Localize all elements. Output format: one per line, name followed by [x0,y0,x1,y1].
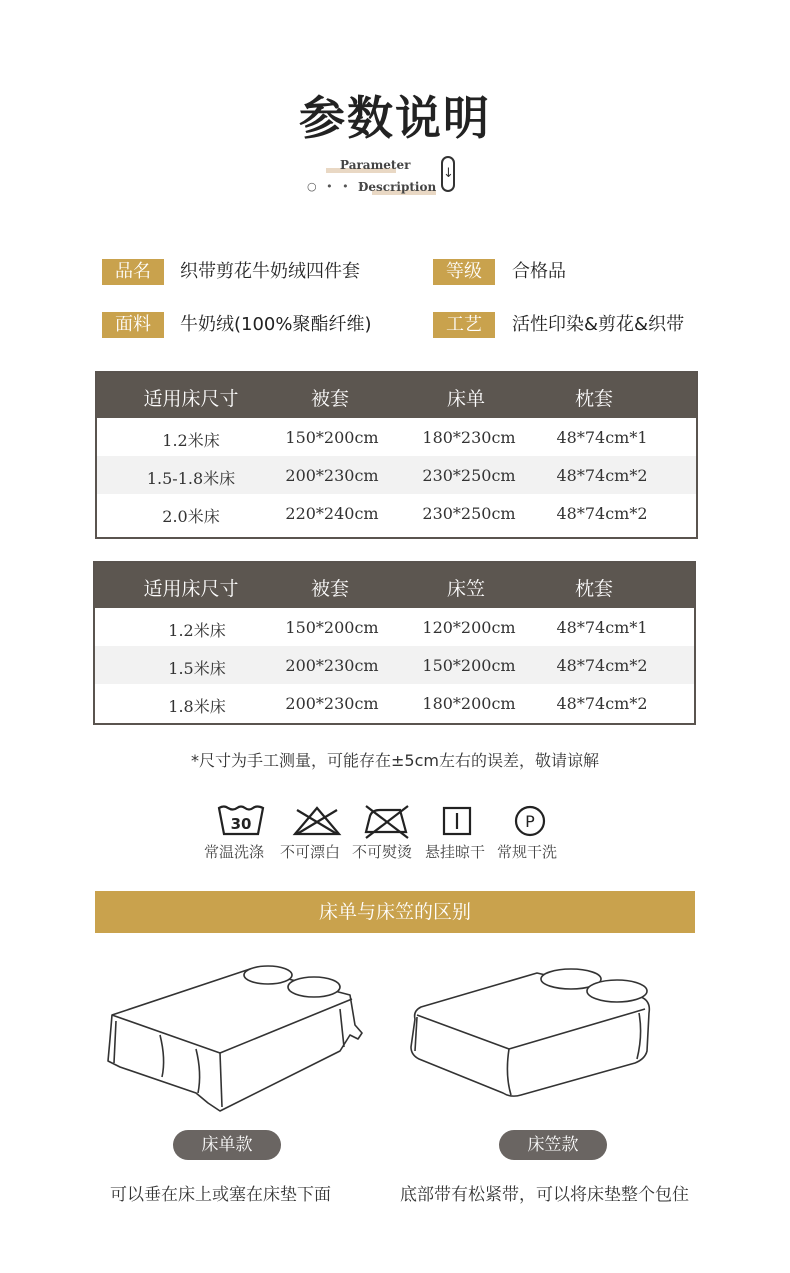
spec-tag-craft: 工艺 [433,312,495,338]
table-row [95,608,694,646]
cell: 230*250cm [422,504,516,523]
page-title: 参数说明 [299,91,491,145]
spec-tag-grade: 等级 [433,259,495,285]
table-row [97,456,696,494]
th-duvet: 被套 [310,578,350,600]
cell: 48*74cm*2 [556,656,648,675]
cell: 48*74cm*1 [556,428,648,447]
cell: 48*74cm*2 [556,694,648,713]
size-table-fitted [93,561,696,725]
cell: 150*200cm [422,656,516,675]
measurement-note: *尺寸为手工测量，可能存在±5cm左右的误差，敬请谅解 [191,751,599,770]
no-bleach-icon [291,802,343,840]
flat-sheet-label: 床单款 [173,1130,281,1160]
flat-sheet-bed-illustration [100,955,370,1120]
spec-tag-name: 品名 [102,259,164,285]
table-row [97,418,696,456]
cell: 180*200cm [422,694,516,713]
section-banner: 床单与床笠的区别 [95,891,695,933]
cell: 48*74cm*2 [556,504,648,523]
cell: 48*74cm*1 [556,618,648,637]
care-label-iron: 不可熨烫 [352,843,413,861]
cell: 180*230cm [422,428,516,447]
no-iron-icon [362,802,410,840]
cell: 150*200cm [285,428,379,447]
cell: 1.5-1.8米床 [146,469,236,488]
th-fitted: 床笠 [446,578,486,600]
cell: 230*250cm [422,466,516,485]
cell: 1.8米床 [168,697,226,716]
care-label-hang: 悬挂晾干 [425,843,486,861]
wash-temp: 30 [230,815,252,833]
spec-value-name: 织带剪花牛奶绒四件套 [180,261,360,282]
cell: 150*200cm [285,618,379,637]
subtitle-line1: Parameter [340,158,411,172]
spec-tag-fabric: 面料 [102,312,164,338]
arrow-down-icon: ↓ [441,156,455,192]
th-pillow: 枕套 [574,578,614,600]
table-row [95,646,694,684]
table-header [95,563,694,608]
spec-value-fabric: 牛奶绒(100%聚酯纤维) [180,314,372,335]
care-label-wash: 常温洗涤 [204,843,265,861]
th-size: 适用床尺寸 [143,578,239,600]
cell: 120*200cm [422,618,516,637]
cell: 1.2米床 [162,431,220,450]
care-label-bleach: 不可漂白 [280,843,341,861]
cell: 200*230cm [285,694,379,713]
dry-clean-p-icon [512,802,548,840]
decor-dots: ○ • • • [307,180,368,193]
th-pillow: 枕套 [574,388,614,410]
cell: 200*230cm [285,656,379,675]
table-header [97,373,696,418]
cell: 220*240cm [285,504,379,523]
wash-30-icon [216,802,266,840]
spec-value-craft: 活性印染&剪花&织带 [512,314,685,335]
cell: 1.5米床 [168,659,226,678]
th-duvet: 被套 [310,388,350,410]
size-table-sheet [95,371,698,539]
cell: 48*74cm*2 [556,466,648,485]
table-row [95,684,694,722]
fitted-sheet-bed-illustration [405,955,665,1110]
fitted-sheet-caption: 底部带有松紧带，可以将床垫整个包住 [400,1185,689,1205]
cell: 200*230cm [285,466,379,485]
cell: 2.0米床 [162,507,220,526]
dry-clean-letter: P [525,812,535,831]
cell: 1.2米床 [168,621,226,640]
care-label-dryclean: 常规干洗 [497,843,558,861]
fitted-sheet-label: 床笠款 [499,1130,607,1160]
table-row [97,494,696,532]
th-size: 适用床尺寸 [143,388,239,410]
subtitle-line2: Description [358,180,437,194]
spec-value-grade: 合格品 [512,261,566,282]
hang-dry-icon [441,802,473,840]
flat-sheet-caption: 可以垂在床上或塞在床垫下面 [110,1185,331,1205]
th-sheet: 床单 [446,388,486,410]
